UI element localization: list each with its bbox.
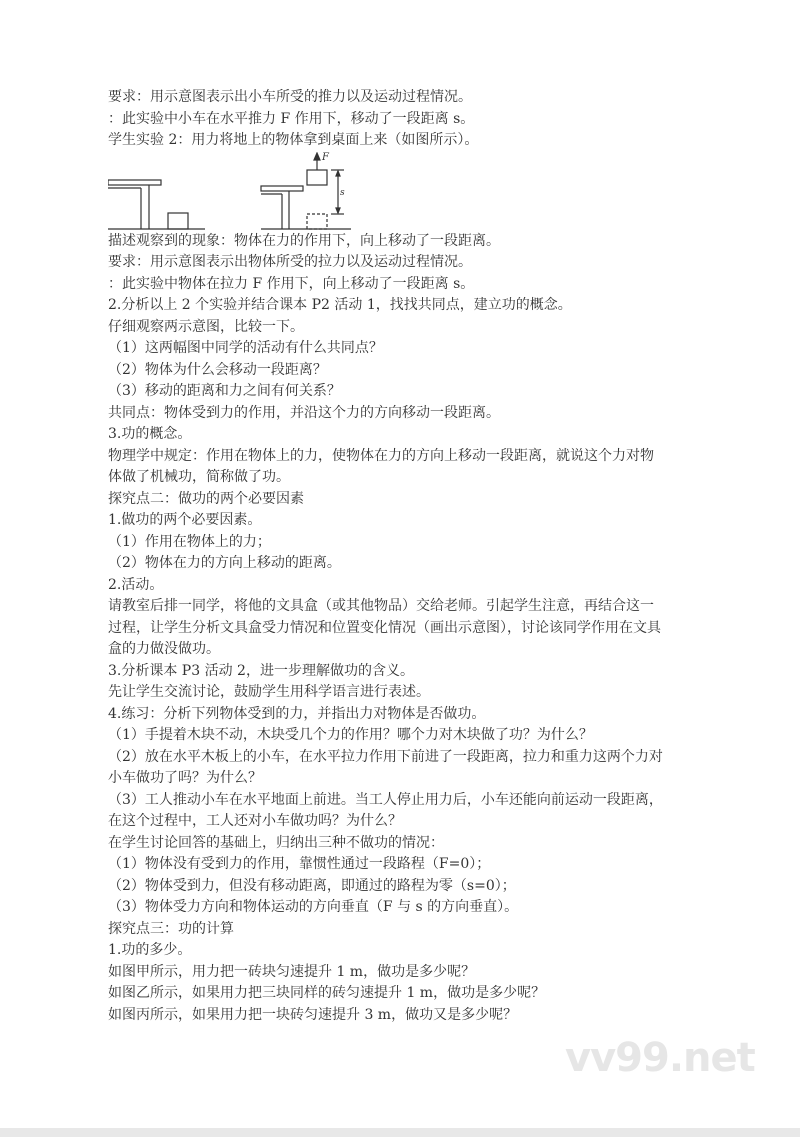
text-line: 2.活动。 bbox=[108, 576, 164, 593]
text-line: （2）放在水平木板上的小车，在水平拉力作用下前进了一段距离，拉力和重力这两个力对 bbox=[108, 748, 663, 765]
text-line: 探究点二：做功的两个必要因素 bbox=[108, 490, 304, 507]
text-line: 如图甲所示，用力把一砖块匀速提升 1 m，做功是多少呢？ bbox=[108, 963, 476, 980]
text-line: ：此实验中小车在水平推力 F 作用下，移动了一段距离 s。 bbox=[108, 110, 475, 127]
text-line: 如图乙所示，如果用力把三块同样的砖匀速提升 1 m，做功是多少呢？ bbox=[108, 985, 546, 1001]
text-line: 共同点：物体受到力的作用，并沿这个力的方向移动一段距离。 bbox=[108, 404, 500, 421]
experiment-figure bbox=[108, 152, 408, 231]
text-line: （1）这两幅图中同学的活动有什么共同点？ bbox=[108, 340, 383, 356]
text-line: （2）物体受到力，但没有移动距离，即通过的路程为零（s=0）； bbox=[108, 877, 516, 894]
text-line: 要求：用示意图表示出小车所受的推力以及运动过程情况。 bbox=[108, 89, 472, 105]
text-line: 如图丙所示，如果用力把一块砖匀速提升 3 m，做功又是多少呢？ bbox=[108, 1006, 518, 1023]
text-line: 过程，让学生分析文具盒受力情况和位置变化情况（画出示意图），讨论该同学作用在文具 bbox=[108, 619, 661, 636]
text-line: 先让学生交流讨论，鼓励学生用科学语言进行表述。 bbox=[108, 684, 430, 700]
text-line: 体做了机械功，简称做了功。 bbox=[108, 469, 290, 485]
text-line: 3.功的概念。 bbox=[108, 426, 192, 442]
text-line: 4.练习：分析下列物体受到的力，并指出力对物体是否做功。 bbox=[108, 705, 486, 722]
text-line: 仔细观察两示意图，比较一下。 bbox=[108, 318, 304, 335]
text-line: 学生实验 2：用力将地上的物体拿到桌面上来（如图所示）。 bbox=[108, 132, 479, 148]
text-line: （1）手提着木块不动，木块受几个力的作用？哪个力对木块做了功？为什么？ bbox=[108, 727, 593, 743]
text-line: （3）移动的距离和力之间有何关系？ bbox=[108, 383, 341, 399]
text-line: 物理学中规定：作用在物体上的力，使物体在力的方向上移动一段距离，就说这个力对物 bbox=[108, 447, 654, 464]
text-line: 盒的力做没做功。 bbox=[108, 641, 220, 657]
text-line: 在学生讨论回答的基础上，归纳出三种不做功的情况： bbox=[108, 834, 444, 851]
text-line: 在这个过程中，工人还对小车做功吗？为什么？ bbox=[108, 813, 402, 829]
text-line: ：此实验中物体在拉力 F 作用下，向上移动了一段距离 s。 bbox=[108, 275, 475, 292]
text-line: （1）物体没有受到力的作用，靠惯性通过一段路程（F=0）； bbox=[108, 856, 491, 872]
table-with-cart-figure bbox=[108, 180, 205, 229]
text-line: （2）物体在力的方向上移动的距离。 bbox=[108, 555, 341, 571]
text-line: 描述观察到的现象：物体在力的作用下，向上移动了一段距离。 bbox=[108, 232, 500, 249]
watermark: vv99.net bbox=[565, 1035, 755, 1081]
text-line: 小车做功了吗？为什么？ bbox=[108, 770, 262, 786]
text-line: 2.分析以上 2 个实验并结合课本 P2 活动 1，找找共同点，建立功的概念。 bbox=[108, 297, 572, 313]
force-label: F bbox=[322, 151, 329, 163]
text-line: 1.功的多少。 bbox=[108, 942, 192, 958]
text-line: （3）工人推动小车在水平地面上前进。当工人停止用力后，小车还能向前运动一段距离， bbox=[108, 791, 663, 808]
text-line: （1）作用在物体上的力； bbox=[108, 533, 271, 550]
text-line: （2）物体为什么会移动一段距离？ bbox=[108, 361, 327, 378]
text-line: 3.分析课本 P3 活动 2，进一步理解做功的含义。 bbox=[108, 662, 414, 679]
page-bottom-edge bbox=[0, 1128, 800, 1137]
text-line: 探究点三：功的计算 bbox=[108, 920, 234, 937]
lifting-object-figure bbox=[261, 153, 351, 229]
text-line: 要求：用示意图表示出物体所受的拉力以及运动过程情况。 bbox=[108, 254, 472, 270]
text-line: 请教室后排一同学，将他的文具盒（或其他物品）交给老师。引起学生注意，再结合这一 bbox=[108, 598, 654, 614]
document-body bbox=[108, 87, 698, 1026]
body-lines bbox=[108, 231, 698, 1027]
distance-label: s bbox=[340, 187, 345, 198]
text-line: 1.做功的两个必要因素。 bbox=[108, 512, 262, 528]
text-line: （3）物体受力方向和物体运动的方向垂直（F 与 s 的方向垂直）。 bbox=[108, 899, 519, 915]
